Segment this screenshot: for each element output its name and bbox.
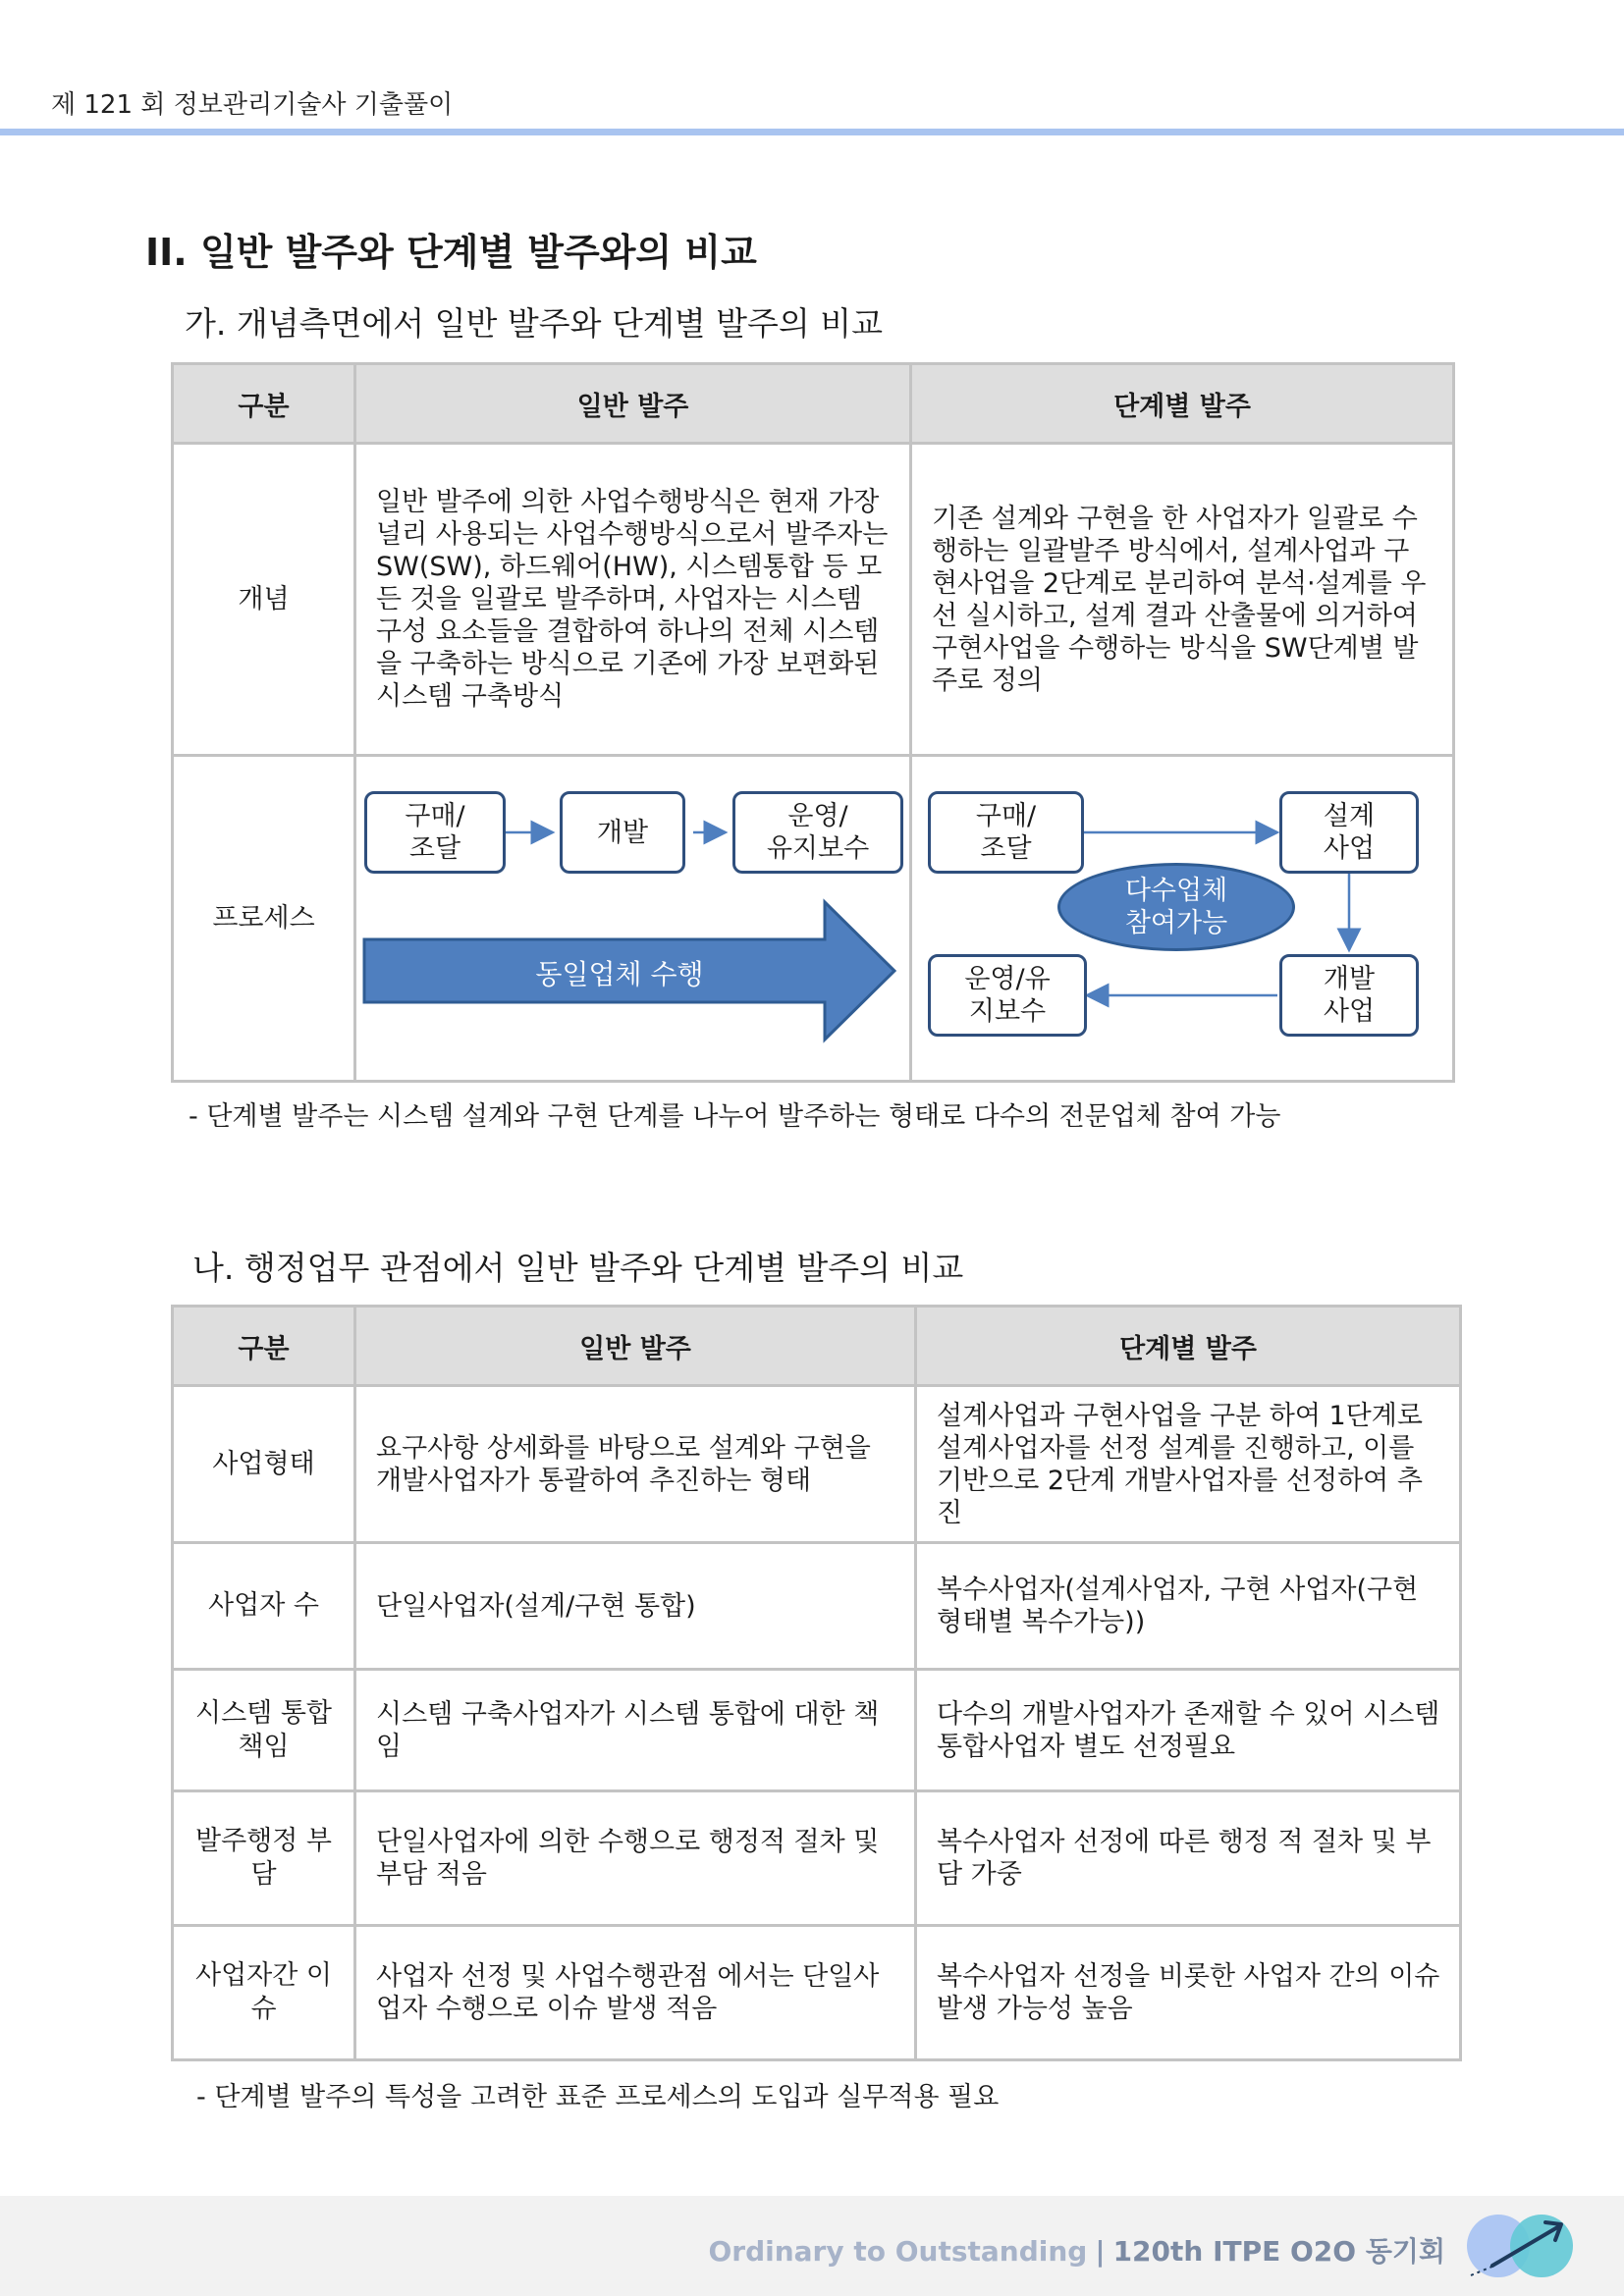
row-label: 발주행정 부담 bbox=[173, 1791, 355, 1926]
general-process-diagram bbox=[355, 756, 911, 1082]
col-header-category: 구분 bbox=[173, 1307, 355, 1386]
table-row bbox=[173, 444, 1454, 756]
multi-vendor-ellipse: 다수업체 참여가능 bbox=[1057, 863, 1295, 951]
row-label: 사업자간 이슈 bbox=[173, 1926, 355, 2060]
footer-separator: | bbox=[1095, 2235, 1106, 2268]
row-label: 사업자 수 bbox=[173, 1543, 355, 1670]
phased-process-diagram bbox=[911, 756, 1454, 1082]
footer-text bbox=[708, 2230, 1445, 2269]
header-divider bbox=[0, 129, 1624, 135]
table2-subtitle: 나. 행정업무 관점에서 일반 발주와 단계별 발주의 비교 bbox=[192, 1249, 964, 1287]
table1-subtitle: 가. 개념측면에서 일반 발주와 단계별 발주의 비교 bbox=[185, 304, 883, 343]
general-cell: 단일사업자에 의한 수행으로 행정적 절차 및 부담 적음 bbox=[355, 1791, 916, 1926]
phased-cell: 복수사업자 선정을 비롯한 사업자 간의 이슈발생 가능성 높음 bbox=[916, 1926, 1461, 2060]
table-row bbox=[173, 1926, 1461, 2060]
process-box-design: 설계 사업 bbox=[1279, 791, 1419, 874]
general-cell: 요구사항 상세화를 바탕으로 설계와 구현을 개발사업자가 통괄하여 추진하는 형태 bbox=[355, 1386, 916, 1543]
process-box-purchase: 구매/ 조달 bbox=[928, 791, 1084, 874]
same-vendor-label: 동일업체 수행 bbox=[535, 958, 704, 990]
process-box-operate: 운영/유 지보수 bbox=[928, 954, 1087, 1037]
general-cell: 단일사업자(설계/구현 통합) bbox=[355, 1543, 916, 1670]
table-row bbox=[173, 1543, 1461, 1670]
col-header-phased: 단계별 발주 bbox=[916, 1307, 1461, 1386]
general-cell: 시스템 구축사업자가 시스템 통합에 대한 책임 bbox=[355, 1670, 916, 1791]
table-row bbox=[173, 1386, 1461, 1543]
o2o-logo-icon bbox=[1463, 2211, 1581, 2281]
table-row bbox=[173, 756, 1454, 1082]
concept-comparison-table bbox=[171, 362, 1455, 1083]
row-label: 개념 bbox=[173, 444, 355, 756]
table-row bbox=[173, 1791, 1461, 1926]
process-box-operate: 운영/ 유지보수 bbox=[732, 791, 903, 874]
process-box-purchase: 구매/ 조달 bbox=[364, 791, 506, 874]
footer-org: 120th ITPE O2O 동기회 bbox=[1112, 2235, 1445, 2268]
process-box-development: 개발 사업 bbox=[1279, 954, 1419, 1037]
footer-slogan: Ordinary to Outstanding bbox=[708, 2235, 1088, 2268]
phased-cell: 복수사업자 선정에 따른 행정 적 절차 및 부담 가중 bbox=[916, 1791, 1461, 1926]
phased-cell: 복수사업자(설계사업자, 구현 사업자(구현형태별 복수가능)) bbox=[916, 1543, 1461, 1670]
section-title: II. 일반 발주와 단계별 발주와의 비교 bbox=[145, 231, 757, 274]
page-header-title: 제 121 회 정보관리기술사 기출풀이 bbox=[51, 90, 454, 120]
phased-cell: 다수의 개발사업자가 존재할 수 있어 시스템 통합사업자 별도 선정필요 bbox=[916, 1670, 1461, 1791]
admin-comparison-table bbox=[171, 1305, 1462, 2061]
row-label: 시스템 통합 책임 bbox=[173, 1670, 355, 1791]
concept-phased-text: 기존 설계와 구현을 한 사업자가 일괄로 수행하는 일괄발주 방식에서, 설계사업과 구현사업을 2단계로 분리하여 분석·설계를 우선 실시하고, 설계 결과 산출물에 의거하여 구현사업을 수행하는 방식을 SW단계별 발주로 정의 bbox=[911, 444, 1454, 756]
phased-cell: 설계사업과 구현사업을 구분 하여 1단계로 설계사업자를 선정 설계를 진행하고, 이를 기반으로 2단계 개발사업자를 선정하여 추진 bbox=[916, 1386, 1461, 1543]
col-header-general: 일반 발주 bbox=[355, 364, 911, 444]
table1-note: - 단계별 발주는 시스템 설계와 구현 단계를 나누어 발주하는 형태로 다수의 전문업체 참여 가능 bbox=[189, 1101, 1281, 1132]
table2-note: - 단계별 발주의 특성을 고려한 표준 프로세스의 도입과 실무적용 필요 bbox=[196, 2082, 1000, 2112]
concept-general-text: 일반 발주에 의한 사업수행방식은 현재 가장 널리 사용되는 사업수행방식으로서 발주자는 SW(SW), 하드웨어(HW), 시스템통합 등 모든 것을 일괄로 발주하며, 사업자는 시스템 구성 요소들을 결합하여 하나의 전체 시스템을 구축하는 방식으로 기존에 가장 보편화된 시스템 구축방식 bbox=[355, 444, 911, 756]
col-header-phased: 단계별 발주 bbox=[911, 364, 1454, 444]
general-cell: 사업자 선정 및 사업수행관점 에서는 단일사업자 수행으로 이슈 발생 적음 bbox=[355, 1926, 916, 2060]
process-box-develop: 개발 bbox=[560, 791, 685, 874]
col-header-general: 일반 발주 bbox=[355, 1307, 916, 1386]
col-header-category: 구분 bbox=[173, 364, 355, 444]
table-row bbox=[173, 1670, 1461, 1791]
row-label: 프로세스 bbox=[173, 756, 355, 1082]
row-label: 사업형태 bbox=[173, 1386, 355, 1543]
